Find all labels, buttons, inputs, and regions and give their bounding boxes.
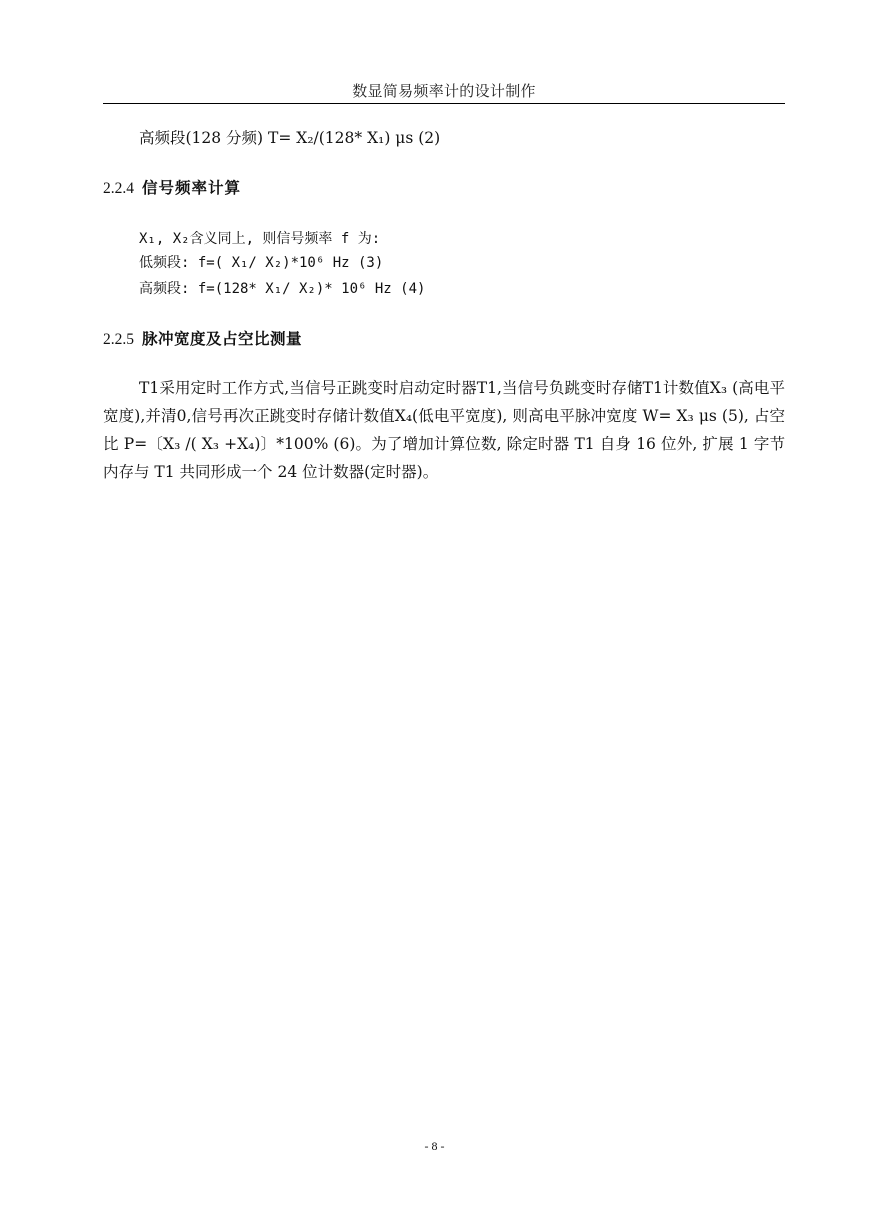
formula-high-band-frequency: 高频段: f=(128* X₁/ X₂)* 10⁶ Hz (4) — [139, 281, 426, 297]
section-title: 信号频率计算 — [142, 178, 242, 197]
page-number: - 8 - — [424, 1139, 445, 1153]
header-rule — [103, 103, 785, 104]
frequency-intro-line: X₁, X₂含义同上, 则信号频率 f 为: — [139, 231, 381, 247]
section-title: 脉冲宽度及占空比测量 — [142, 329, 303, 348]
section-number: 2.2.4 — [103, 180, 134, 197]
section-number: 2.2.5 — [103, 331, 134, 348]
formula-low-band-frequency: 低频段: f=( X₁/ X₂)*10⁶ Hz (3) — [139, 255, 384, 271]
section-heading-2-2-4 — [103, 178, 241, 199]
formula-high-band-period: 高频段(128 分频) T= X₂/(128* X₁) μs (2) — [139, 129, 441, 147]
running-header-title: 数显简易频率计的设计制作 — [352, 82, 536, 100]
section-heading-2-2-5 — [103, 329, 302, 350]
pulse-width-paragraph: T1采用定时工作方式,当信号正跳变时启动定时器T1,当信号负跳变时存储T1计数值X₃ (高电平宽度),并清0,信号再次正跳变时存储计数值X₄(低电平宽度), 则高电平脉冲宽度 W= X₃ μs (5), 占空比 P=〔X₃ /( X₃ +X₄)〕*100% (6)。为了增加计算位数, 除定时器 T1 自身 16 位外, 扩展 1 字节内存与 T1 共同形成一个 24 位计数器(定时器)。 — [103, 379, 785, 481]
